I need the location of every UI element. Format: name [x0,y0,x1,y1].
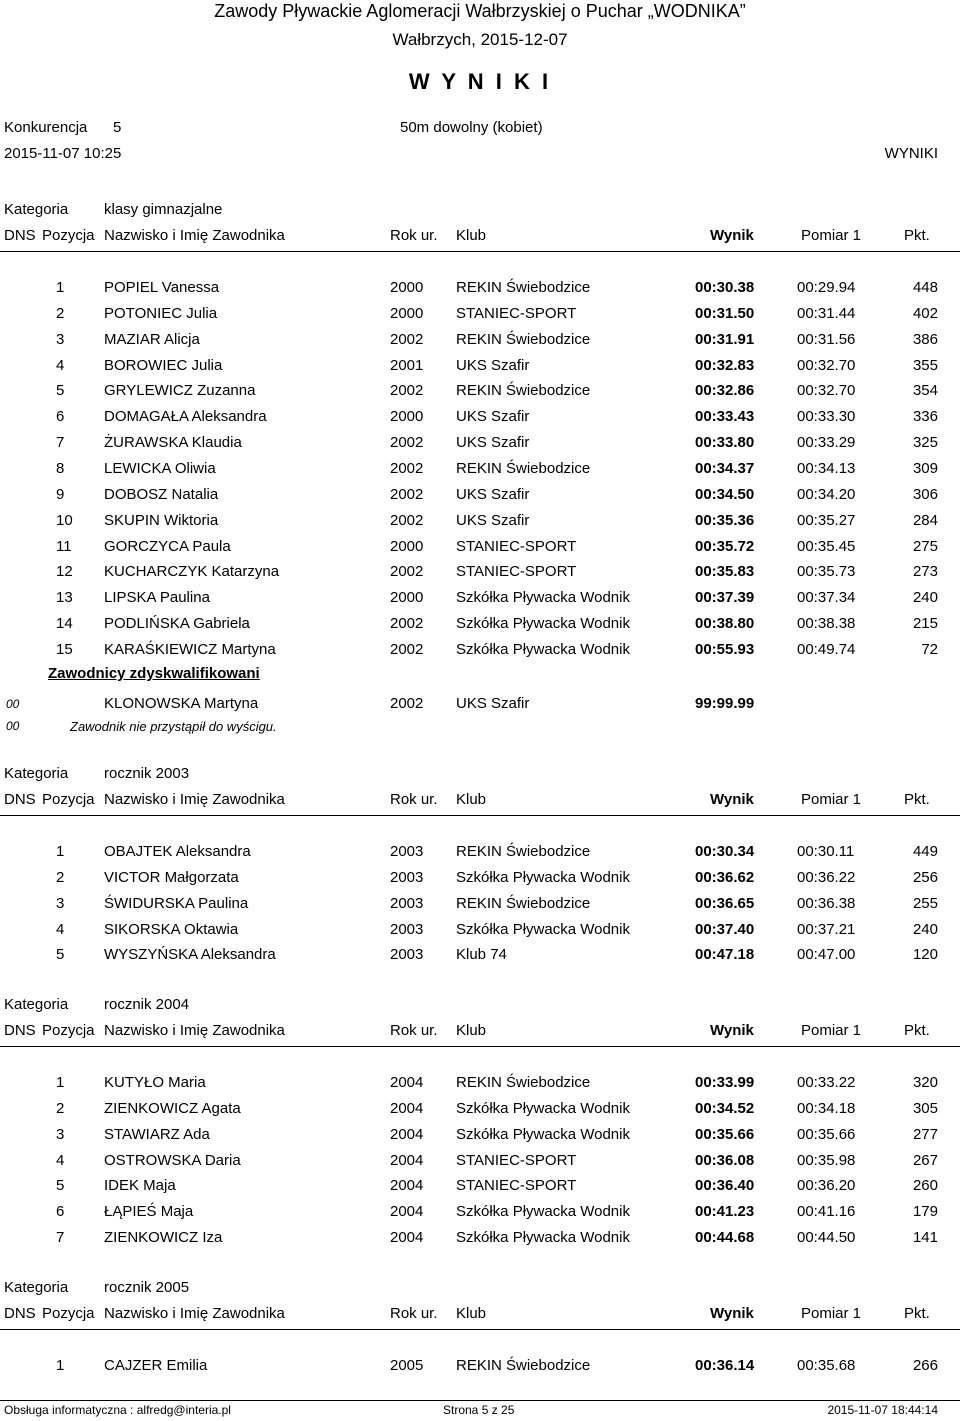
row-name: KUCHARCZYK Katarzyna [104,563,280,581]
category-label: Kategoria [4,1279,69,1296]
column-header-position: Pozycja [42,227,95,244]
disqualified-marker: 00 [6,696,20,711]
note-marker: 00 [6,718,20,733]
header-divider [0,251,960,252]
row-club: REKIN Świebodzice [456,279,591,296]
row-result: 00:36.62 [695,868,755,886]
row-club: REKIN Świebodzice [456,1357,591,1374]
column-header-position: Pozycja [42,1305,95,1322]
row-split: 00:49.74 [797,640,856,658]
row-name: POTONIEC Julia [104,304,218,322]
row-club: Szkółka Pływacka Wodnik [456,920,630,938]
row-position: 8 [56,459,65,477]
row-club: REKIN Świebodzice [456,894,591,912]
row-split: 00:35.45 [797,537,856,555]
column-header-result: Wynik [710,1022,754,1039]
disqualified-year: 2002 [390,694,424,712]
row-name: ZIENKOWICZ Iza [104,1229,223,1247]
row-result: 00:38.80 [695,615,755,633]
header-divider [0,815,960,816]
row-result: 00:47.18 [695,946,755,964]
row-points: 402 [912,304,938,322]
row-points: 354 [912,382,938,400]
row-result: 00:36.08 [695,1151,755,1169]
column-header-year: Rok ur. [390,1305,438,1322]
row-points: 448 [912,279,938,296]
row-points: 240 [912,589,938,607]
row-club: Klub 74 [456,946,507,964]
row-points: 267 [912,1151,938,1169]
row-year: 2003 [390,843,424,860]
row-points: 120 [912,946,938,964]
row-year: 2003 [390,946,424,964]
row-year: 2005 [390,1357,424,1374]
row-year: 2000 [390,279,424,296]
disqualified-result: 99:99.99 [695,694,755,712]
row-result: 00:30.34 [695,843,755,860]
row-name: CAJZER Emilia [104,1357,208,1374]
row-split: 00:33.22 [797,1074,856,1091]
row-club: Szkółka Pływacka Wodnik [456,1125,630,1143]
row-position: 14 [56,615,73,633]
row-club: Szkółka Pływacka Wodnik [456,1203,630,1221]
category-label: Kategoria [4,996,69,1013]
row-result: 00:34.37 [695,459,755,477]
row-year: 2004 [390,1099,424,1117]
column-header-split: Pomiar 1 [801,791,862,808]
row-result: 00:41.23 [695,1203,755,1221]
row-split: 00:36.38 [797,894,856,912]
row-result: 00:33.80 [695,434,755,452]
row-points: 266 [912,1357,938,1374]
row-year: 2002 [390,485,424,503]
row-name: OBAJTEK Aleksandra [104,843,251,860]
row-split: 00:36.20 [797,1177,856,1195]
category-label: Kategoria [4,201,69,218]
row-name: WYSZYŃSKA Aleksandra [104,946,276,964]
footer-divider [0,1400,960,1401]
row-position: 13 [56,589,73,607]
row-year: 2004 [390,1125,424,1143]
row-points: 449 [912,843,938,860]
row-split: 00:37.21 [797,920,856,938]
row-position: 4 [56,356,65,374]
row-position: 10 [56,511,73,529]
row-club: UKS Szafir [456,356,530,374]
row-points: 255 [912,894,938,912]
row-name: DOBOSZ Natalia [104,485,219,503]
row-points: 284 [912,511,938,529]
row-split: 00:33.29 [797,434,856,452]
column-header-name: Nazwisko i Imię Zawodnika [104,1305,285,1322]
row-position: 5 [56,1177,65,1195]
row-name: KUTYŁO Maria [104,1074,206,1091]
row-result: 00:31.50 [695,304,755,322]
row-points: 275 [912,537,938,555]
row-position: 2 [56,304,65,322]
row-points: 277 [912,1125,938,1143]
row-name: BOROWIEC Julia [104,356,223,374]
row-name: KARAŚKIEWICZ Martyna [104,640,276,658]
column-header-points: Pkt. [904,791,930,808]
row-club: Szkółka Pływacka Wodnik [456,868,630,886]
row-year: 2001 [390,356,424,374]
row-points: 273 [912,563,938,581]
row-points: 260 [912,1177,938,1195]
row-split: 00:35.68 [797,1357,856,1374]
column-header-name: Nazwisko i Imię Zawodnika [104,791,285,808]
row-position: 15 [56,640,73,658]
row-split: 00:35.73 [797,563,856,581]
row-position: 11 [56,537,72,555]
row-position: 2 [56,868,65,886]
row-club: REKIN Świebodzice [456,843,591,860]
row-result: 00:34.52 [695,1099,755,1117]
row-position: 12 [56,563,73,581]
header-divider [0,1046,960,1047]
category-label: Kategoria [4,765,69,782]
row-split: 00:34.13 [797,459,856,477]
row-points: 325 [912,434,938,452]
row-club: STANIEC-SPORT [456,1177,577,1195]
row-result: 00:33.43 [695,408,755,426]
column-header-name: Nazwisko i Imię Zawodnika [104,227,285,244]
row-position: 7 [56,434,65,452]
column-header-split: Pomiar 1 [801,227,862,244]
row-club: Szkółka Pływacka Wodnik [456,615,630,633]
row-points: 179 [912,1203,938,1221]
row-year: 2002 [390,382,424,400]
row-result: 00:36.14 [695,1357,755,1374]
row-position: 4 [56,1151,65,1169]
row-points: 215 [912,615,938,633]
row-position: 1 [56,279,65,296]
column-header-year: Rok ur. [390,1022,438,1039]
row-year: 2003 [390,868,424,886]
row-year: 2004 [390,1177,424,1195]
row-club: STANIEC-SPORT [456,537,577,555]
row-result: 00:35.72 [695,537,755,555]
footer-page: Strona 5 z 25 [443,1403,515,1417]
row-split: 00:31.56 [797,330,856,348]
row-year: 2002 [390,511,424,529]
row-position: 9 [56,485,65,503]
row-result: 00:33.99 [695,1074,755,1091]
row-year: 2003 [390,920,424,938]
row-name: STAWIARZ Ada [104,1125,210,1143]
row-name: MAZIAR Alicja [104,330,200,348]
disqualified-heading: Zawodnicy zdyskwalifikowani [48,664,260,682]
row-split: 00:29.94 [797,279,856,296]
row-split: 00:32.70 [797,382,856,400]
category-name: rocznik 2005 [104,1279,190,1296]
row-club: UKS Szafir [456,511,530,529]
row-year: 2002 [390,563,424,581]
row-year: 2000 [390,537,424,555]
column-header-dns: DNS [4,791,36,808]
row-result: 00:37.40 [695,920,755,938]
row-name: ŁĄPIEŚ Maja [104,1203,194,1221]
row-points: 141 [912,1229,938,1247]
column-header-dns: DNS [4,1022,36,1039]
category-name: klasy gimnazjalne [104,201,223,218]
row-points: 256 [912,868,938,886]
column-header-points: Pkt. [904,1305,930,1322]
row-name: VICTOR Małgorzata [104,868,239,886]
row-split: 00:34.20 [797,485,856,503]
row-club: Szkółka Pływacka Wodnik [456,1099,630,1117]
row-club: REKIN Świebodzice [456,382,591,400]
row-points: 309 [912,459,938,477]
row-points: 386 [912,330,938,348]
column-header-club: Klub [456,1022,487,1039]
row-position: 1 [56,1357,65,1374]
row-club: Szkółka Pływacka Wodnik [456,589,630,607]
row-position: 1 [56,1074,65,1091]
row-year: 2000 [390,589,424,607]
document-title: Zawody Pływackie Aglomeracji Wałbrzyskiej o Puchar „WODNIKA” [214,1,746,21]
row-position: 5 [56,946,65,964]
event-name: 50m dowolny (kobiet) [400,119,543,136]
row-year: 2002 [390,615,424,633]
row-split: 00:47.00 [797,946,856,964]
note-text: Zawodnik nie przystąpił do wyścigu. [70,718,277,734]
column-header-result: Wynik [710,791,754,808]
row-result: 00:32.86 [695,382,755,400]
row-split: 00:34.18 [797,1099,856,1117]
row-result: 00:32.83 [695,356,755,374]
row-result: 00:31.91 [695,330,755,348]
results-heading: W Y N I K I [408,69,552,94]
row-points: 305 [912,1099,938,1117]
row-result: 00:36.40 [695,1177,755,1195]
row-name: LEWICKA Oliwia [104,459,216,477]
row-position: 6 [56,1203,65,1221]
row-split: 00:35.66 [797,1125,856,1143]
row-club: Szkółka Pływacka Wodnik [456,640,630,658]
row-points: 355 [912,356,938,374]
row-split: 00:35.27 [797,511,856,529]
row-club: REKIN Świebodzice [456,1074,591,1091]
row-result: 00:36.65 [695,894,755,912]
row-name: OSTROWSKA Daria [104,1151,241,1169]
row-year: 2004 [390,1151,424,1169]
row-year: 2004 [390,1229,424,1247]
row-split: 00:33.30 [797,408,856,426]
row-club: Szkółka Pływacka Wodnik [456,1229,630,1247]
row-result: 00:35.66 [695,1125,755,1143]
row-club: STANIEC-SPORT [456,563,577,581]
column-header-club: Klub [456,791,487,808]
row-club: UKS Szafir [456,434,530,452]
row-position: 2 [56,1099,65,1117]
row-points: 306 [912,485,938,503]
row-name: SIKORSKA Oktawia [104,920,239,938]
column-header-split: Pomiar 1 [801,1022,862,1039]
header-divider [0,1329,960,1330]
row-position: 3 [56,894,65,912]
row-position: 7 [56,1229,65,1247]
row-name: POPIEL Vanessa [104,279,220,296]
row-split: 00:38.38 [797,615,856,633]
row-club: REKIN Świebodzice [456,459,591,477]
row-year: 2004 [390,1203,424,1221]
column-header-points: Pkt. [904,1022,930,1039]
row-split: 00:30.11 [797,843,855,860]
row-points: 72 [921,640,938,658]
row-year: 2002 [390,434,424,452]
row-name: ŚWIDURSKA Paulina [104,894,249,912]
row-result: 00:30.38 [695,279,755,296]
column-header-club: Klub [456,1305,487,1322]
column-header-club: Klub [456,227,487,244]
disqualified-club: UKS Szafir [456,694,530,712]
column-header-dns: DNS [4,227,36,244]
column-header-position: Pozycja [42,791,95,808]
column-header-position: Pozycja [42,1022,95,1039]
row-split: 00:36.22 [797,868,856,886]
row-club: UKS Szafir [456,408,530,426]
row-result: 00:34.50 [695,485,755,503]
row-result: 00:35.36 [695,511,755,529]
row-year: 2000 [390,408,424,426]
row-year: 2002 [390,330,424,348]
row-year: 2002 [390,640,424,658]
row-name: SKUPIN Wiktoria [104,511,219,529]
competition-number: 5 [113,119,122,136]
row-name: ZIENKOWICZ Agata [104,1099,241,1117]
row-position: 5 [56,382,65,400]
row-position: 6 [56,408,65,426]
row-club: STANIEC-SPORT [456,304,577,322]
row-name: ŻURAWSKA Klaudia [104,434,242,452]
row-points: 320 [912,1074,938,1091]
row-year: 2000 [390,304,424,322]
column-header-year: Rok ur. [390,791,438,808]
row-name: IDEK Maja [104,1177,176,1195]
column-header-name: Nazwisko i Imię Zawodnika [104,1022,285,1039]
row-split: 00:41.16 [797,1203,856,1221]
row-points: 240 [912,920,938,938]
row-club: UKS Szafir [456,485,530,503]
row-position: 1 [56,843,65,860]
row-club: STANIEC-SPORT [456,1151,577,1169]
row-result: 00:37.39 [695,589,755,607]
row-result: 00:55.93 [695,640,755,658]
column-header-result: Wynik [710,227,754,244]
category-name: rocznik 2004 [104,996,190,1013]
row-split: 00:31.44 [797,304,856,322]
column-header-result: Wynik [710,1305,754,1322]
row-name: PODLIŃSKA Gabriela [104,615,250,633]
event-datetime: 2015-11-07 10:25 [4,145,122,162]
column-header-split: Pomiar 1 [801,1305,862,1322]
row-split: 00:32.70 [797,356,856,374]
category-name: rocznik 2003 [104,765,190,782]
row-position: 3 [56,1125,65,1143]
row-name: GRYLEWICZ Zuzanna [104,382,256,400]
footer-left: Obsługa informatyczna : alfredg@interia.pl [4,1403,231,1417]
row-club: REKIN Świebodzice [456,330,591,348]
row-result: 00:35.83 [695,563,755,581]
row-year: 2004 [390,1074,424,1091]
column-header-dns: DNS [4,1305,36,1322]
results-label: WYNIKI [884,145,938,162]
row-points: 336 [912,408,938,426]
row-position: 4 [56,920,65,938]
column-header-year: Rok ur. [390,227,438,244]
row-split: 00:37.34 [797,589,856,607]
document-subtitle: Wałbrzych, 2015-12-07 [392,30,568,49]
row-year: 2002 [390,459,424,477]
column-header-points: Pkt. [904,227,930,244]
row-name: DOMAGAŁA Aleksandra [104,408,267,426]
row-year: 2003 [390,894,424,912]
row-name: GORCZYCA Paula [104,537,231,555]
row-position: 3 [56,330,65,348]
row-split: 00:35.98 [797,1151,856,1169]
disqualified-name: KLONOWSKA Martyna [104,694,259,712]
row-split: 00:44.50 [797,1229,856,1247]
competition-label: Konkurencja [4,119,88,136]
footer-timestamp: 2015-11-07 18:44:14 [827,1403,938,1417]
row-result: 00:44.68 [695,1229,755,1247]
row-name: LIPSKA Paulina [104,589,210,607]
